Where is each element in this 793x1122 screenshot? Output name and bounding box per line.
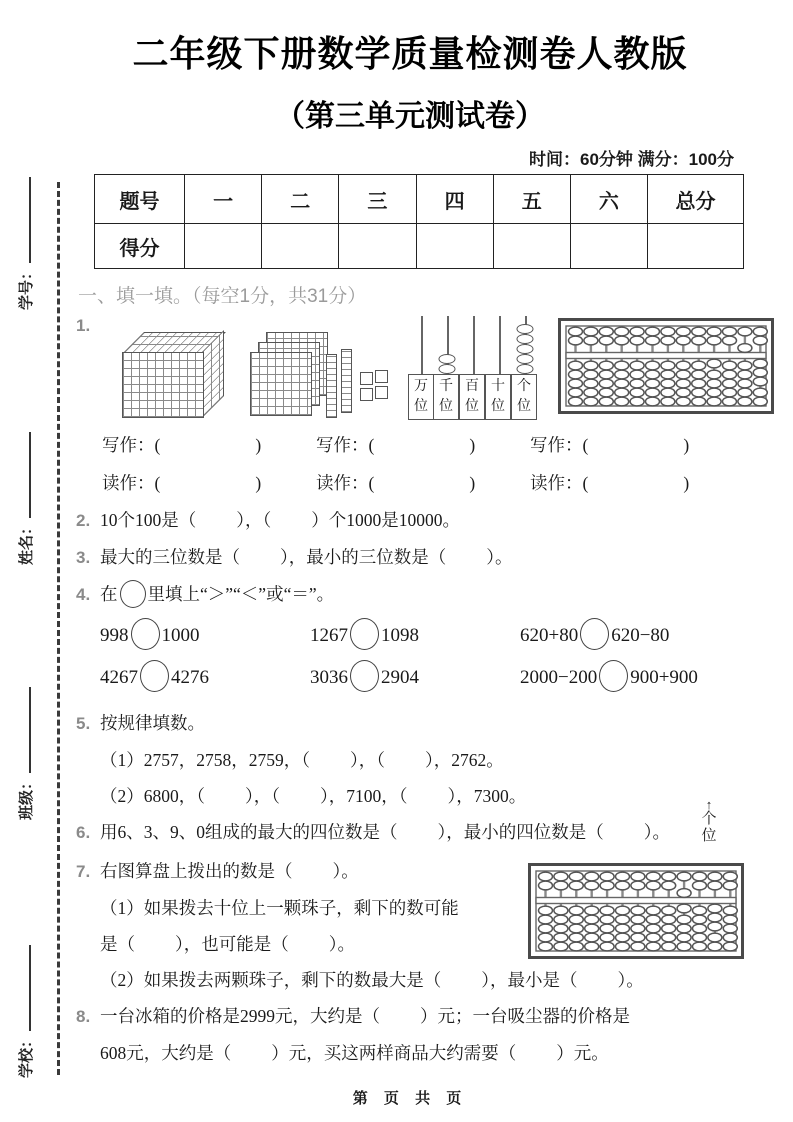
close-paren: )	[469, 435, 476, 455]
left-value: 3036	[310, 667, 348, 688]
question-text: 608元，大约是（	[100, 1043, 232, 1063]
score-table-header-cell: 二	[262, 175, 339, 224]
ten-rod	[326, 354, 337, 418]
unit-cube	[375, 370, 388, 383]
question-8-line-2	[76, 1035, 744, 1071]
place-value-label: 千位	[433, 374, 459, 420]
paper-subtitle: （第三单元测试卷）	[275, 100, 545, 133]
question-text: 右图算盘上拨出的数是（	[100, 861, 293, 881]
question-text: ），最小的四位数是（	[437, 822, 604, 842]
question-text: 是（	[100, 934, 135, 954]
question-5-sub-2	[76, 778, 744, 814]
unit-cube	[360, 388, 373, 401]
place-value-label: 个位	[511, 374, 537, 420]
read-as-row	[76, 464, 744, 502]
write-as-blank	[530, 426, 744, 464]
base-ten-blocks-image	[120, 316, 388, 420]
question-5-sub-1	[76, 742, 744, 778]
question-text: ）元。	[556, 1043, 609, 1063]
question-8-line-1	[76, 998, 744, 1035]
question-text: ）。	[486, 547, 513, 567]
question-text: ），（	[245, 786, 280, 806]
right-value: 900+900	[630, 667, 698, 688]
write-as-label: 写作：(	[530, 435, 589, 455]
place-value-label: 十位	[485, 374, 511, 420]
write-as-blank	[316, 426, 530, 464]
comparison-circle	[580, 618, 609, 650]
student-id-blank-line	[25, 177, 31, 263]
question-text: （2）6800，（	[100, 786, 205, 806]
student-name-blank-line	[25, 432, 31, 518]
comparison-item	[310, 659, 520, 697]
question-text: （1）2757，2758，2759，（	[100, 750, 310, 770]
score-table-header-row	[95, 175, 744, 224]
comparison-grid	[76, 617, 744, 697]
thousand-cube-front-face	[122, 352, 204, 418]
question-3-number: 3.	[76, 548, 91, 567]
unit-cube	[360, 372, 373, 385]
score-cell-empty	[648, 224, 744, 269]
question-text: （2）如果拨去两颗珠子，剩下的数最大是（	[100, 970, 442, 990]
question-4-number: 4.	[76, 585, 91, 604]
question-text: ）。	[643, 822, 670, 842]
comparison-circle	[599, 660, 628, 692]
question-text: ）。	[617, 970, 644, 990]
place-value-column	[512, 316, 538, 420]
question-text: ）元，买这两样商品大约需要（	[271, 1043, 517, 1063]
place-value-column	[486, 316, 512, 420]
left-value: 1267	[310, 625, 348, 646]
question-text: ），最小的三位数是（	[280, 547, 447, 567]
sidebar-dashed-divider	[57, 182, 60, 1075]
page-footer: 第 页 共 页	[352, 1090, 468, 1107]
score-table	[94, 174, 744, 269]
question-text: ）元；一台吸尘器的价格是	[420, 1006, 630, 1026]
place-value-rod	[486, 316, 512, 374]
place-value-label: 万位	[408, 374, 434, 420]
question-text: 一台冰箱的价格是2999元，大约是（	[100, 1006, 380, 1026]
question-text: ）。	[328, 934, 355, 954]
question-text: ），（	[350, 750, 385, 770]
question-text: 用6、3、9、0组成的最大的四位数是（	[100, 822, 398, 842]
question-5	[76, 705, 744, 742]
section-one-heading: 一、填一填。（每空1分，共31分）	[78, 286, 367, 307]
ones-place-label: 个位	[701, 811, 717, 844]
write-as-label: 写作：(	[316, 435, 375, 455]
read-as-blank	[102, 464, 316, 502]
question-text: （1）如果拨去十位上一颗珠子，剩下的数可能	[100, 898, 459, 918]
question-6	[76, 814, 744, 851]
student-id-field	[15, 140, 35, 310]
score-table-header-cell: 五	[493, 175, 570, 224]
score-table-header-cell: 总分	[648, 175, 744, 224]
student-id-label: 学号：	[19, 264, 35, 310]
right-value: 1000	[161, 625, 200, 646]
question-8-number: 8.	[76, 1007, 91, 1026]
student-name-field	[15, 395, 35, 565]
up-arrow-icon: ↑	[705, 797, 713, 812]
question-text: 10个100是（	[100, 510, 197, 530]
question-7-sub-2	[76, 962, 744, 998]
score-table-header-cell: 三	[339, 175, 416, 224]
school-field	[15, 908, 35, 1078]
ten-rod	[341, 349, 352, 413]
question-6-number: 6.	[76, 823, 91, 842]
comparison-item	[100, 617, 310, 655]
read-as-label: 读作：(	[316, 473, 375, 493]
class-blank-line	[25, 687, 31, 773]
hundred-flat	[250, 352, 312, 416]
right-value: 2904	[381, 667, 419, 688]
question-7-number: 7.	[76, 862, 91, 881]
question-text: 里填上“＞”“＜”或“＝”。	[147, 584, 335, 604]
comparison-item	[100, 659, 310, 697]
question-2-number: 2.	[76, 511, 91, 530]
paper-main-content	[76, 0, 744, 1108]
time-and-score-info: 时间：60分钟 满分：100分	[529, 150, 734, 169]
score-table-header-cell: 一	[184, 175, 261, 224]
question-2	[76, 502, 744, 539]
place-value-column	[408, 316, 434, 420]
question-1-number: 1.	[76, 316, 91, 335]
comparison-circle	[350, 660, 379, 692]
score-table-header-cell: 题号	[95, 175, 185, 224]
comparison-circle	[120, 580, 146, 608]
score-row-label: 得分	[95, 224, 185, 269]
score-table-header-cell: 六	[570, 175, 647, 224]
right-value: 4276	[171, 667, 209, 688]
score-cell-empty	[416, 224, 493, 269]
comparison-item	[520, 659, 744, 697]
close-paren: )	[683, 473, 690, 493]
question-text: ），（	[236, 510, 272, 530]
place-value-rod	[408, 316, 434, 374]
question-7-abacus-figure	[528, 797, 744, 957]
score-table-header-cell: 四	[416, 175, 493, 224]
school-blank-line	[25, 945, 31, 1031]
question-text: 在	[100, 584, 118, 604]
left-value: 4267	[100, 667, 138, 688]
suanpan-abacus-image	[528, 863, 744, 959]
question-5-number: 5.	[76, 714, 91, 733]
close-paren: )	[683, 435, 690, 455]
comparison-item	[520, 617, 744, 655]
unit-cube	[375, 386, 388, 399]
question-text: ）个1000是10000。	[311, 510, 460, 530]
read-as-label: 读作：(	[530, 473, 589, 493]
place-value-column	[460, 316, 486, 420]
question-4	[76, 576, 744, 613]
right-value: 620−80	[611, 625, 670, 646]
left-value: 620+80	[520, 625, 579, 646]
class-label: 班级：	[19, 774, 35, 820]
score-cell-empty	[339, 224, 416, 269]
read-as-blank	[530, 464, 744, 502]
comparison-item	[310, 617, 520, 655]
comparison-circle	[131, 618, 160, 650]
write-as-row	[76, 426, 744, 464]
close-paren: )	[255, 473, 262, 493]
comparison-circle	[350, 618, 379, 650]
ones-place-pointer	[700, 799, 718, 845]
place-value-column	[434, 316, 460, 420]
question-text: ），最小是（	[481, 970, 578, 990]
student-name-label: 姓名：	[19, 519, 35, 565]
school-label: 学校：	[19, 1032, 35, 1078]
question-3	[76, 539, 744, 576]
write-as-label: 写作：(	[102, 435, 161, 455]
read-as-blank	[316, 464, 530, 502]
read-as-label: 读作：(	[102, 473, 161, 493]
score-cell-empty	[493, 224, 570, 269]
class-field	[15, 650, 35, 820]
paper-title: 二年级下册数学质量检测卷人教版	[132, 33, 688, 74]
place-value-abacus-image	[408, 316, 538, 420]
close-paren: )	[469, 473, 476, 493]
question-text: ），也可能是（	[175, 934, 289, 954]
suanpan-abacus-image	[558, 318, 774, 414]
score-cell-empty	[570, 224, 647, 269]
question-text: 最大的三位数是（	[100, 547, 240, 567]
place-value-rod	[460, 316, 486, 374]
question-text: 按规律填数。	[100, 713, 205, 733]
write-as-blank	[102, 426, 316, 464]
score-cell-empty	[262, 224, 339, 269]
place-value-label: 百位	[459, 374, 485, 420]
question-text: ），7300。	[447, 786, 527, 806]
question-text: ）。	[332, 861, 359, 881]
place-value-rod	[512, 316, 538, 374]
close-paren: )	[255, 435, 262, 455]
left-value: 2000−200	[520, 667, 598, 688]
right-value: 1098	[381, 625, 419, 646]
comparison-circle	[140, 660, 169, 692]
place-value-rod	[434, 316, 460, 374]
question-text: ），7100，（	[320, 786, 408, 806]
question-1-figures	[76, 316, 744, 420]
left-value: 998	[100, 625, 129, 646]
question-text: ），2762。	[425, 750, 504, 770]
score-cell-empty	[184, 224, 261, 269]
score-table-score-row	[95, 224, 744, 269]
